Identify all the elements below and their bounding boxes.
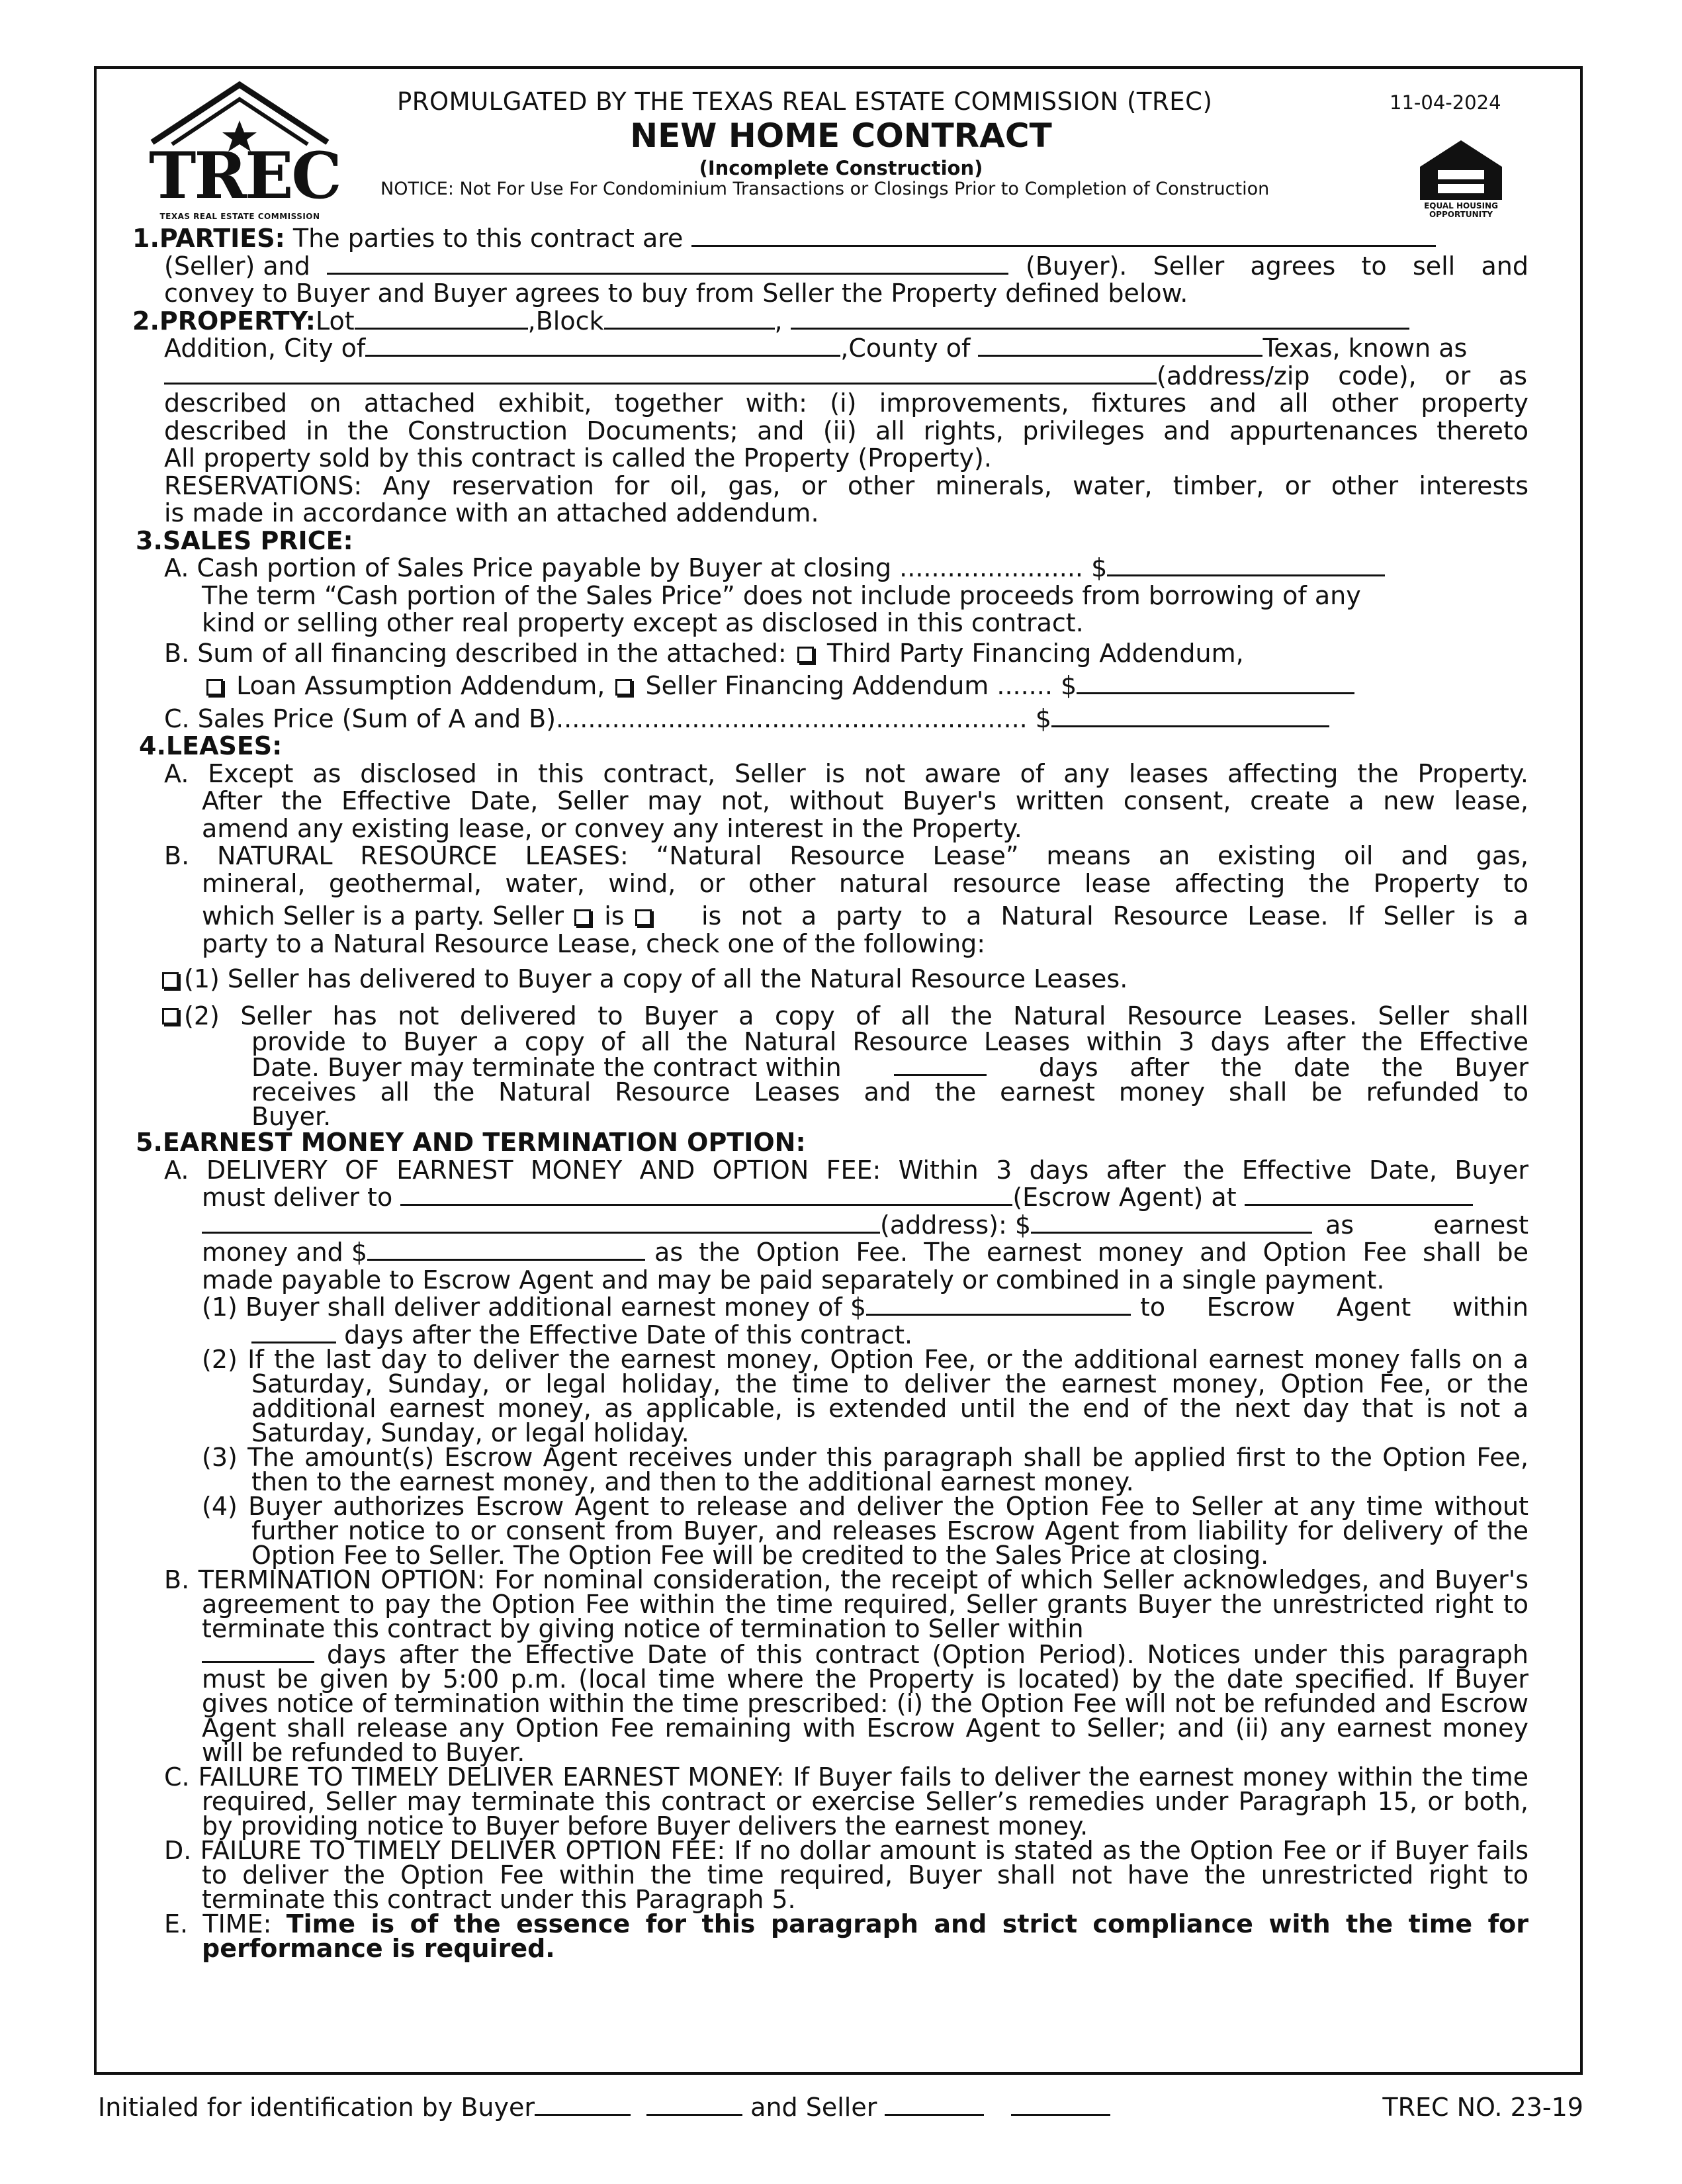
cash-portion-label: A. Cash portion of Sales Price payable by Buyer at closing ....................... $ <box>164 553 1108 582</box>
logo-text: TREC <box>149 138 340 213</box>
section-heading: EARNEST MONEY AND TERMINATION OPTION: <box>162 1128 806 1157</box>
nrl-option-2 <box>132 1003 1528 1030</box>
parties-field[interactable] <box>691 225 1436 247</box>
third-party-financing-checkbox[interactable] <box>797 647 814 663</box>
buyer-initial-1[interactable] <box>535 2094 631 2116</box>
leases-a-line-2: After the Effective Date, Seller may not, without Buyer's written consent, create a new lease, <box>202 786 1528 815</box>
parties-text: The parties to this contract are <box>292 224 684 253</box>
earnest-a-2: (2) If the last day to deliver the earnest money, Option Fee, or the additional earnest money falls on a Saturday, Sunday, or legal holiday, the time to deliver the earnest money, Option Fee, or the additional earnest money, as applicable, is extended until the end of the next day that is not a Saturday, Sunday, or legal holiday. <box>202 1344 1528 1447</box>
leases-a-line-3: amend any existing lease, or convey any interest in the Property. <box>202 813 1022 843</box>
financing-amount-field[interactable] <box>1077 672 1354 694</box>
nrl-days-field[interactable] <box>894 1054 987 1076</box>
escrow-within-label: to Escrow Agent within <box>1140 1293 1528 1322</box>
nrl-option-2-line-4: receives all the Natural Resource Leases and the earnest money shall be refunded to <box>251 1077 1528 1107</box>
equal-housing-icon <box>1415 139 1507 202</box>
logo-subtext: TEXAS REAL ESTATE COMMISSION <box>159 212 320 221</box>
reservations-line-1: RESERVATIONS: Any reservation for oil, gas, or other minerals, water, timber, or other interests <box>164 471 1528 500</box>
contract-body <box>132 225 1528 1961</box>
time-essence-text: Time is of the essence for this paragraph and strict compliance with the time for performance is required. <box>202 1909 1528 1963</box>
nrl-option-2-checkbox[interactable] <box>162 1008 179 1024</box>
option-fee-amount-label: money and $ <box>202 1238 368 1267</box>
seller-initial-2[interactable] <box>1011 2094 1110 2116</box>
and-seller-label: and Seller <box>750 2093 877 2122</box>
sales-price-field[interactable] <box>1051 705 1329 727</box>
is-label: is <box>604 901 625 931</box>
time-label: E. TIME: <box>164 1909 272 1938</box>
section-2-line-2 <box>132 335 1528 363</box>
option-period-text: days after the Effective Date of this contract (Option Period). Notices under this paragraph must be given by 5:00 p.m. (local time where the Property is located) by the date specified. If Buyer gives notice of termination within the time prescribed: (i) the Option Fee will not be refunded and Escrow Agent shall release any Option Fee remaining with Escrow Agent to Seller; and (ii) any earnest money will be refunded to Buyer. <box>202 1639 1528 1767</box>
sales-price-b-line-1 <box>132 640 1528 668</box>
initialed-label: Initialed for identification by Buyer <box>98 2093 535 2122</box>
seller-financing-label: Seller Financing Addendum ....... $ <box>645 671 1077 700</box>
leases-b-line-1: B. NATURAL RESOURCE LEASES: “Natural Resource Lease” means an existing oil and gas, <box>164 841 1528 870</box>
failure-option-fee: D. FAILURE TO TIMELY DELIVER OPTION FEE: If no dollar amount is stated as the Option Fee or if Buyer fails to deliver the Option Fee within the time required, Buyer shall not have the unrestricted right to terminate this contract under this Paragraph 5. <box>164 1835 1528 1914</box>
county-field[interactable] <box>978 335 1262 357</box>
section-2-line-1 <box>132 308 1528 336</box>
sales-price-c <box>132 705 1528 733</box>
page-subtitle: (Incomplete Construction) <box>699 157 983 179</box>
eho-label: EQUAL HOUSING OPPORTUNITY <box>1424 201 1498 219</box>
section-2-line-6: All property sold by this contract is called the Property (Property). <box>164 443 992 473</box>
nrl-option-1 <box>132 966 1528 993</box>
nrl-option-2-line-3 <box>251 1054 1528 1080</box>
earnest-a-line-3 <box>132 1212 1528 1240</box>
notice-line: NOTICE: Not For Use For Condominium Transactions or Closings Prior to Completion of Construction <box>380 179 1270 199</box>
seller-initial-1[interactable] <box>885 2094 984 2116</box>
seller-label: which Seller is a party. Seller <box>202 901 564 931</box>
section-1-line-2 <box>132 253 1528 281</box>
escrow-address-field-2[interactable] <box>202 1212 880 1234</box>
earnest-a-line-2 <box>132 1184 1528 1212</box>
leases-b-line-2: mineral, geothermal, water, wind, or other natural resource lease affecting the Property to <box>202 868 1528 898</box>
section-heading: SALES PRICE: <box>162 525 353 555</box>
page-footer <box>98 2093 1583 2122</box>
address-field[interactable] <box>164 363 1157 385</box>
earnest-a-4: (4) Buyer authorizes Escrow Agent to release and deliver the Option Fee to Seller at any time without further notice to or consent from Buyer, and releases Escrow Agent from liability for delivery of the Option Fee to Seller. The Option Fee will be credited to the Sales Price at closing. <box>202 1491 1528 1570</box>
escrow-agent-label: (Escrow Agent) at <box>1012 1183 1237 1212</box>
additional-earnest-field[interactable] <box>866 1294 1131 1316</box>
leases-b-line-3 <box>132 903 1528 931</box>
is-not-label: is not a party to a Natural Resource Lease. If Seller is a <box>701 901 1528 931</box>
earnest-a-line-4 <box>132 1239 1528 1267</box>
trec-form-number: TREC NO. 23-19 <box>1382 2093 1583 2122</box>
buyer-name-field[interactable] <box>327 253 1008 275</box>
additional-earnest-days-label: days after the Effective Date of this contract. <box>344 1320 913 1349</box>
city-field[interactable] <box>365 335 840 357</box>
third-party-financing-label: Third Party Financing Addendum, <box>826 638 1244 668</box>
termination-option-line-1: B. TERMINATION OPTION: For nominal consideration, the receipt of which Seller acknowledges, and Buyer's agreement to pay the Option Fee within the time required, Seller grants Buyer the unrestricted right to terminate this contract by giving notice of termination to Seller within <box>164 1565 1528 1643</box>
is-party-checkbox[interactable] <box>574 909 591 926</box>
earnest-a-3: (3) The amount(s) Escrow Agent receives under this paragraph shall be applied first to the Option Fee, then to the earnest money, and then to the additional earnest money. <box>202 1442 1528 1496</box>
section-1-line-1 <box>132 225 1528 253</box>
address-label: (address/zip code), or as <box>1157 361 1527 390</box>
section-number: 5. <box>136 1128 163 1157</box>
escrow-agent-field[interactable] <box>400 1184 1012 1206</box>
earnest-a-1 <box>132 1294 1528 1322</box>
section-number: 3. <box>136 525 163 555</box>
texas-label: Texas, known as <box>1262 334 1468 363</box>
section-1-line-3: convey to Buyer and Buyer agrees to buy from Seller the Property defined below. <box>164 279 1188 308</box>
nrl-option-2-body <box>132 1027 1528 1131</box>
nrl-option-2-line-2: provide to Buyer a copy of all the Natural Resource Leases within 3 days after the Effective <box>251 1027 1528 1056</box>
section-heading: PARTIES: <box>159 224 285 253</box>
additional-earnest-label: (1) Buyer shall deliver additional earnest money of $ <box>202 1293 867 1322</box>
nrl-option-2-line-5: Buyer. <box>251 1102 332 1131</box>
section-3-heading <box>132 527 1528 555</box>
address-amount-label: (address): $ <box>880 1210 1031 1240</box>
leases-a-line-1: A. Except as disclosed in this contract, Seller is not aware of any leases affecting the Property. <box>164 758 1528 788</box>
failure-earnest-money: C. FAILURE TO TIMELY DELIVER EARNEST MONEY: If Buyer fails to deliver the earnest money within the time required, Seller may terminate this contract or exercise Seller’s remedies under Paragraph 15, or both, by providing notice to Buyer before Buyer delivers the earnest money. <box>164 1762 1528 1841</box>
is-not-party-checkbox[interactable] <box>635 909 652 926</box>
option-period-days-field[interactable] <box>202 1641 314 1663</box>
terminate-label: Date. Buyer may terminate the contract within <box>251 1053 842 1082</box>
lot-label: Lot <box>316 306 355 336</box>
escrow-address-field-1[interactable] <box>1245 1184 1473 1206</box>
sales-price-a-note-1: The term “Cash portion of the Sales Price” does not include proceeds from borrowing of any <box>202 580 1361 610</box>
leases-b-line-4: party to a Natural Resource Lease, check one of the following: <box>202 929 986 958</box>
loan-assumption-checkbox[interactable] <box>206 679 223 696</box>
buyer-label: (Buyer). Seller agrees to sell and <box>1026 251 1528 281</box>
deliver-to-label: must deliver to <box>202 1183 393 1212</box>
section-4-heading <box>132 733 1528 760</box>
block-field[interactable] <box>604 308 775 330</box>
loan-assumption-label: Loan Assumption Addendum, <box>236 671 605 700</box>
financing-label: B. Sum of all financing described in the attached: <box>164 638 787 668</box>
earnest-amount-field[interactable] <box>1031 1212 1312 1234</box>
days-label: days after the date the Buyer <box>1038 1053 1528 1082</box>
option-fee-label: as the Option Fee. The earnest money and Option Fee shall be <box>654 1238 1528 1267</box>
option-fee-field[interactable] <box>367 1239 645 1261</box>
promulgated-line: PROMULGATED BY THE TEXAS REAL ESTATE COMMISSION (TREC) <box>397 87 1213 116</box>
earnest-a-1-cont <box>132 1322 1528 1347</box>
earnest-b <box>132 1565 1528 1963</box>
section-number: 4. <box>139 731 166 760</box>
seller-financing-checkbox[interactable] <box>615 679 632 696</box>
time-essence <box>164 1909 1528 1963</box>
buyer-initial-2[interactable] <box>646 2094 742 2116</box>
sales-price-a-note-2: kind or selling other real property except as disclosed in this contract. <box>202 608 1084 637</box>
earnest-a-sublist <box>132 1344 1528 1570</box>
lot-field[interactable] <box>355 308 528 330</box>
section-2-line-3 <box>132 363 1528 390</box>
nrl-option-1-label: (1) Seller has delivered to Buyer a copy of all the Natural Resource Leases. <box>184 964 1128 993</box>
comma: , <box>774 306 783 336</box>
nrl-option-1-checkbox[interactable] <box>162 972 179 989</box>
nrl-option-2-label: (2) Seller has not delivered to Buyer a copy of all the Natural Resource Leases. Seller shall <box>184 1001 1528 1030</box>
earnest-a-1-line-2 <box>251 1322 1528 1347</box>
additional-earnest-days-field[interactable] <box>251 1322 336 1343</box>
sales-price-label: C. Sales Price (Sum of A and B)........................................................... $ <box>164 704 1051 733</box>
cash-portion-field[interactable] <box>1107 555 1385 576</box>
equal-housing-logo <box>1415 139 1507 225</box>
section-2-line-4: described on attached exhibit, together with: (i) improvements, fixtures and all other property <box>164 388 1528 418</box>
section-heading: PROPERTY: <box>159 306 316 336</box>
section-number: 2. <box>132 306 159 336</box>
section-number: 1. <box>132 224 159 253</box>
as-earnest-label: as earnest <box>1325 1210 1528 1240</box>
city-label: Addition, City of <box>164 334 366 363</box>
termination-option-line-2 <box>164 1641 1528 1765</box>
county-label: ,County of <box>840 334 971 363</box>
section-2-line-5: described in the Construction Documents; and (ii) all rights, privileges and appurtenances thereto <box>164 416 1528 445</box>
page-title: NEW HOME CONTRACT <box>630 116 1052 155</box>
earnest-a-line-1: A. DELIVERY OF EARNEST MONEY AND OPTION FEE: Within 3 days after the Effective Date, Buyer <box>164 1155 1528 1185</box>
addition-field[interactable] <box>791 308 1409 330</box>
section-5-heading <box>132 1129 1528 1157</box>
sales-price-a <box>132 555 1528 582</box>
sales-price-b-line-2 <box>132 672 1528 700</box>
earnest-a-line-5: made payable to Escrow Agent and may be paid separately or combined in a single payment. <box>202 1265 1385 1295</box>
section-heading: LEASES: <box>165 731 283 760</box>
block-label: ,Block <box>527 306 604 336</box>
seller-label: (Seller) and <box>164 251 310 281</box>
reservations-line-2: is made in accordance with an attached addendum. <box>164 498 819 527</box>
form-date: 11-04-2024 <box>1390 91 1501 114</box>
